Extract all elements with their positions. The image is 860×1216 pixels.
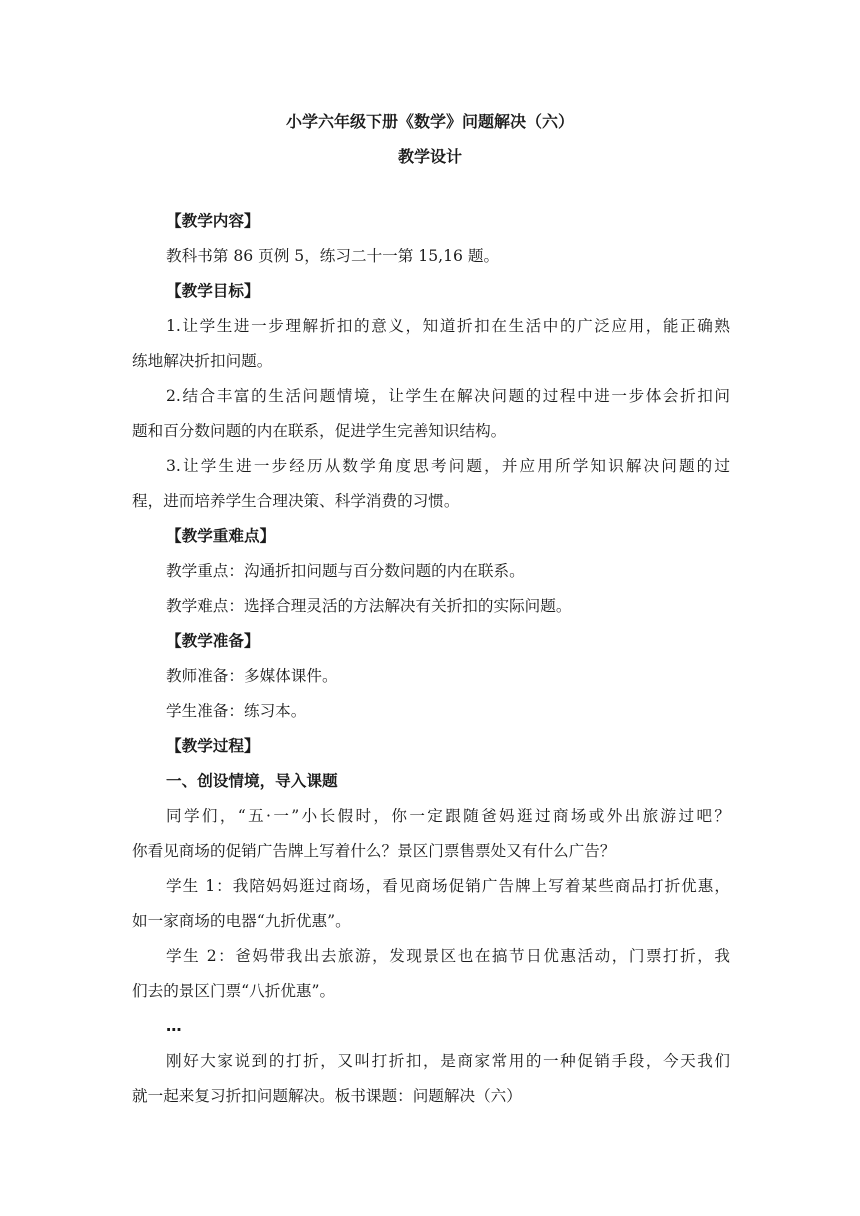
goal-2-line-2: 题和百分数问题的内在联系，促进学生完善知识结构。 (132, 422, 507, 440)
goal-3-line-1: 3.让学生进一步经历从数学角度思考问题，并应用所学知识解决问题的过 (166, 457, 730, 475)
paragraph-1-line-1: 同学们，“五·一”小长假时，你一定跟随爸妈逛过商场或外出旅游过吧？ (166, 807, 730, 825)
document-title: 小学六年级下册《数学》问题解决（六） (285, 112, 574, 131)
teacher-preparation: 教师准备：多媒体课件。 (166, 667, 338, 685)
preparation-heading: 【教学准备】 (166, 632, 260, 650)
ellipsis: … (166, 1017, 182, 1035)
paragraph-2-line-1: 刚好大家说到的打折，又叫打折扣，是商家常用的一种促销手段，今天我们 (166, 1052, 730, 1070)
student-1-line-1: 学生 1：我陪妈妈逛过商场，看见商场促销广告牌上写着某些商品打折优惠， (166, 877, 730, 895)
student-2-line-1: 学生 2：爸妈带我出去旅游，发现景区也在搞节日优惠活动，门票打折，我 (166, 947, 730, 965)
goals-heading: 【教学目标】 (166, 282, 260, 300)
section-1-heading: 一、创设情境，导入课题 (166, 772, 338, 790)
goal-3-line-2: 程，进而培养学生合理决策、科学消费的习惯。 (132, 492, 460, 510)
student-1-line-2: 如一家商场的电器“九折优惠”。 (132, 912, 351, 930)
paragraph-2-line-2: 就一起来复习折扣问题解决。板书课题：问题解决（六） (132, 1087, 522, 1105)
content-text: 教科书第 86 页例 5，练习二十一第 15,16 题。 (166, 247, 500, 265)
goal-1-line-2: 练地解决折扣问题。 (132, 352, 273, 370)
document-body (132, 204, 730, 1114)
process-heading: 【教学过程】 (166, 737, 260, 755)
content-heading: 【教学内容】 (166, 212, 260, 230)
goal-2-line-1: 2.结合丰富的生活问题情境，让学生在解决问题的过程中进一步体会折扣问 (166, 387, 730, 405)
key-points-heading: 【教学重难点】 (166, 527, 276, 545)
student-preparation: 学生准备：练习本。 (166, 702, 307, 720)
goal-1-line-1: 1.让学生进一步理解折扣的意义，知道折扣在生活中的广泛应用，能正确熟 (166, 317, 730, 335)
document-subtitle: 教学设计 (397, 147, 462, 166)
paragraph-1-line-2: 你看见商场的促销广告牌上写着什么？景区门票售票处又有什么广告？ (132, 842, 616, 860)
key-point: 教学重点：沟通折扣问题与百分数问题的内在联系。 (166, 562, 525, 580)
difficult-point: 教学难点：选择合理灵活的方法解决有关折扣的实际问题。 (166, 597, 572, 615)
student-2-line-2: 们去的景区门票“八折优惠”。 (132, 982, 336, 1000)
